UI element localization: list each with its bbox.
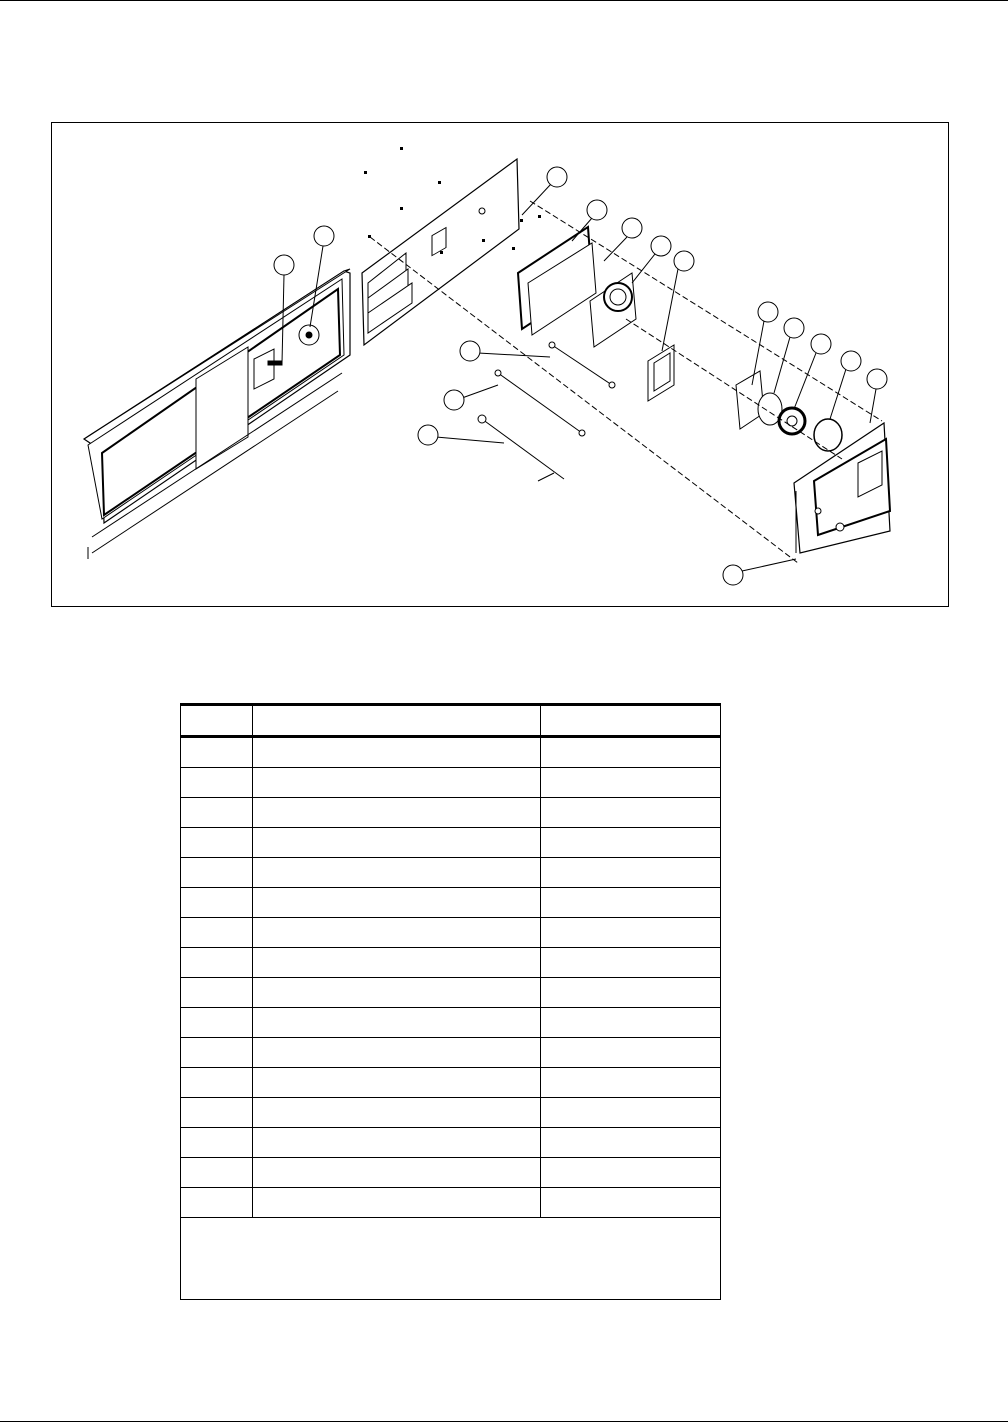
item-cell [181, 858, 253, 888]
table-row [181, 1158, 721, 1188]
item-cell [181, 1188, 253, 1218]
description-cell [253, 888, 541, 918]
front-panel [84, 269, 350, 559]
description-cell [253, 1038, 541, 1068]
parts-table-header [181, 705, 721, 737]
item-cell [181, 1128, 253, 1158]
description-cell [253, 1128, 541, 1158]
table-row [181, 1098, 721, 1128]
table-row [181, 918, 721, 948]
item-cell [181, 768, 253, 798]
description-cell [253, 1158, 541, 1188]
description-cell [253, 948, 541, 978]
description-cell [253, 978, 541, 1008]
part-number-cell [541, 978, 721, 1008]
part-number-cell [541, 1158, 721, 1188]
description-cell [253, 828, 541, 858]
item-cell [181, 948, 253, 978]
item-cell [181, 1038, 253, 1068]
part-number-cell [541, 1098, 721, 1128]
table-row [181, 768, 721, 798]
exploded-view-drawing [52, 123, 950, 608]
header-rule [0, 0, 1008, 1]
item-cell [181, 888, 253, 918]
description-cell [253, 1068, 541, 1098]
cable-set [478, 342, 615, 481]
part-number-cell [541, 798, 721, 828]
part-number-cell [541, 948, 721, 978]
part-number-cell [541, 1188, 721, 1218]
parts-list-table [180, 703, 721, 1300]
table-row [181, 1008, 721, 1038]
part-number-cell [541, 1038, 721, 1068]
header-description [253, 705, 541, 737]
part-number-cell [541, 737, 721, 768]
item-cell [181, 1068, 253, 1098]
table-note-row [181, 1218, 721, 1300]
description-cell [253, 1098, 541, 1128]
description-cell [253, 768, 541, 798]
table-row [181, 1128, 721, 1158]
item-cell [181, 798, 253, 828]
exploded-view-figure [51, 122, 949, 607]
part-number-cell [541, 1008, 721, 1038]
back-plate [362, 147, 541, 345]
header-item [181, 705, 253, 737]
header-part-number [541, 705, 721, 737]
table-row [181, 798, 721, 828]
table-row [181, 1188, 721, 1218]
description-cell [253, 737, 541, 768]
part-number-cell [541, 1128, 721, 1158]
table-row [181, 1068, 721, 1098]
item-cell [181, 1098, 253, 1128]
table-row [181, 828, 721, 858]
table-row [181, 978, 721, 1008]
table-row [181, 858, 721, 888]
description-cell [253, 1188, 541, 1218]
callout-balloons [274, 167, 887, 585]
item-cell [181, 918, 253, 948]
item-cell [181, 1158, 253, 1188]
bezel-assembly [736, 371, 890, 553]
part-number-cell [541, 858, 721, 888]
description-cell [253, 858, 541, 888]
table-row [181, 1038, 721, 1068]
part-number-cell [541, 918, 721, 948]
part-number-cell [541, 888, 721, 918]
part-number-cell [541, 768, 721, 798]
table-row [181, 948, 721, 978]
part-number-cell [541, 1068, 721, 1098]
table-row [181, 888, 721, 918]
part-number-cell [541, 828, 721, 858]
table-note [181, 1218, 721, 1300]
footer-rule [0, 1421, 1008, 1422]
item-cell [181, 828, 253, 858]
item-cell [181, 737, 253, 768]
table-row [181, 737, 721, 768]
description-cell [253, 918, 541, 948]
description-cell [253, 798, 541, 828]
description-cell [253, 1008, 541, 1038]
item-cell [181, 978, 253, 1008]
item-cell [181, 1008, 253, 1038]
